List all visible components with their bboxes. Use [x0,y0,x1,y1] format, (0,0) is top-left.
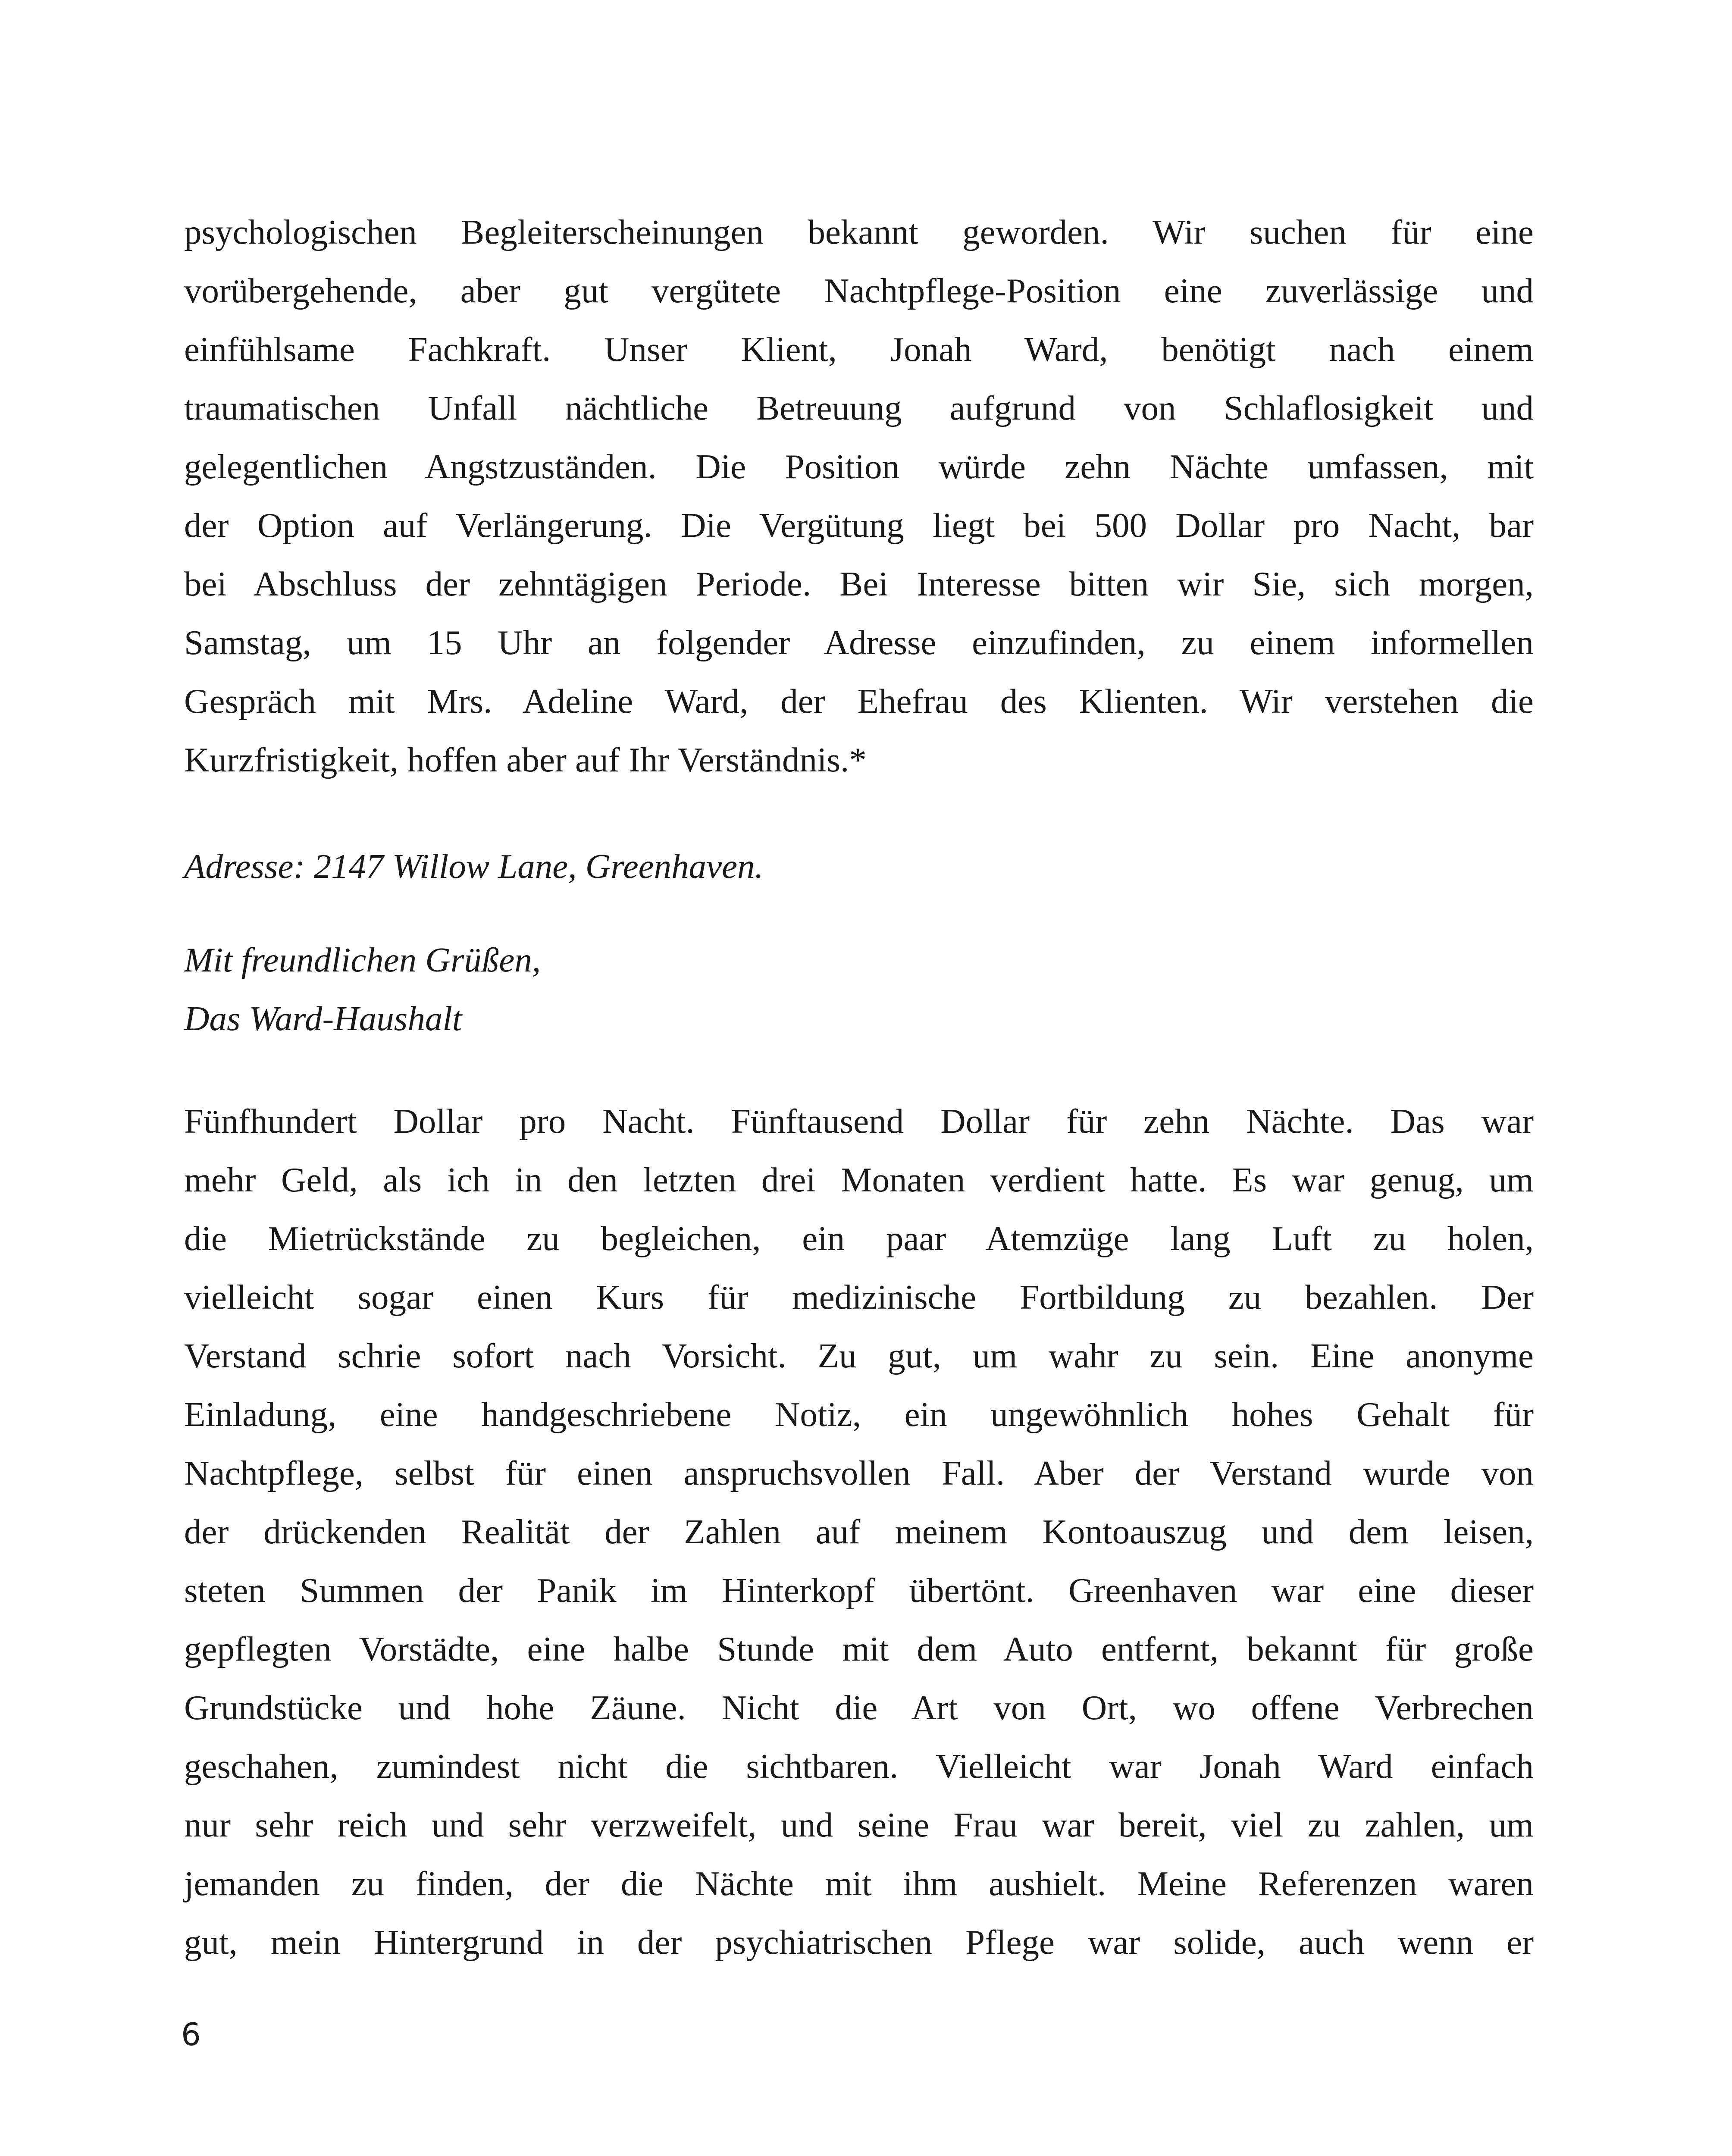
text-line: gepflegten Vorstädte, eine halbe Stunde mit dem Auto entfernt, bekannt für große [184,1630,1534,1668]
narrative-paragraph [184,1092,1534,1971]
text-line: Grundstücke und hohe Zäune. Nicht die Art von Ort, wo offene Verbrechen [184,1688,1534,1727]
text-line: Fünfhundert Dollar pro Nacht. Fünftausend Dollar für zehn Nächte. Das war [184,1102,1534,1141]
address-text: Adresse: 2147 Willow Lane, Greenhaven. [184,847,764,886]
text-line: psychologischen Begleiterscheinungen bekannt geworden. Wir suchen für eine [184,213,1534,251]
text-line: Samstag, um 15 Uhr an folgender Adresse einzufinden, zu einem informellen [184,623,1534,662]
text-line: Kurzfristigkeit, hoffen aber auf Ihr Verständnis.* [184,740,867,779]
text-line: jemanden zu finden, der die Nächte mit ihm aushielt. Meine Referenzen waren [184,1864,1534,1903]
text-line: vorübergehende, aber gut vergütete Nachtpflege-Position eine zuverlässige und [184,271,1534,310]
text-line: der drückenden Realität der Zahlen auf meinem Kontoauszug und dem leisen, [184,1512,1534,1551]
closing-greeting: Mit freundlichen Grüßen, [184,940,541,979]
letter-paragraph [184,203,1534,789]
page-number: 6 [181,2016,201,2053]
text-line: die Mietrückstände zu begleichen, ein paar Atemzüge lang Luft zu holen, [184,1219,1534,1258]
text-line: nur sehr reich und sehr verzweifelt, und seine Frau war bereit, viel zu zahlen, um [184,1805,1534,1844]
text-line: geschahen, zumindest nicht die sichtbaren. Vielleicht war Jonah Ward einfach [184,1747,1534,1786]
text-line: gut, mein Hintergrund in der psychiatrischen Pflege war solide, auch wenn er [184,1923,1534,1962]
text-line: steten Summen der Panik im Hinterkopf übertönt. Greenhaven war eine dieser [184,1571,1534,1610]
text-line: der Option auf Verlängerung. Die Vergütung liegt bei 500 Dollar pro Nacht, bar [184,506,1534,545]
text-line: Einladung, eine handgeschriebene Notiz, ein ungewöhnlich hohes Gehalt für [184,1395,1534,1434]
closing-signature: Das Ward-Haushalt [184,999,462,1038]
text-line: Nachtpflege, selbst für einen anspruchsvollen Fall. Aber der Verstand wurde von [184,1454,1534,1492]
text-line: mehr Geld, als ich in den letzten drei Monaten verdient hatte. Es war genug, um [184,1160,1534,1199]
text-line: Verstand schrie sofort nach Vorsicht. Zu gut, um wahr zu sein. Eine anonyme [184,1336,1534,1375]
text-line: einfühlsame Fachkraft. Unser Klient, Jonah Ward, benötigt nach einem [184,330,1534,369]
text-line: bei Abschluss der zehntägigen Periode. Bei Interesse bitten wir Sie, sich morgen, [184,564,1534,603]
letter-closing [184,931,1534,1048]
text-line: vielleicht sogar einen Kurs für medizinische Fortbildung zu bezahlen. Der [184,1278,1534,1316]
text-line: traumatischen Unfall nächtliche Betreuung aufgrund von Schlaflosigkeit und [184,389,1534,427]
address-block [184,837,1534,896]
text-line: Gespräch mit Mrs. Adeline Ward, der Ehefrau des Klienten. Wir verstehen die [184,682,1534,721]
text-line: gelegentlichen Angstzuständen. Die Position würde zehn Nächte umfassen, mit [184,447,1534,486]
